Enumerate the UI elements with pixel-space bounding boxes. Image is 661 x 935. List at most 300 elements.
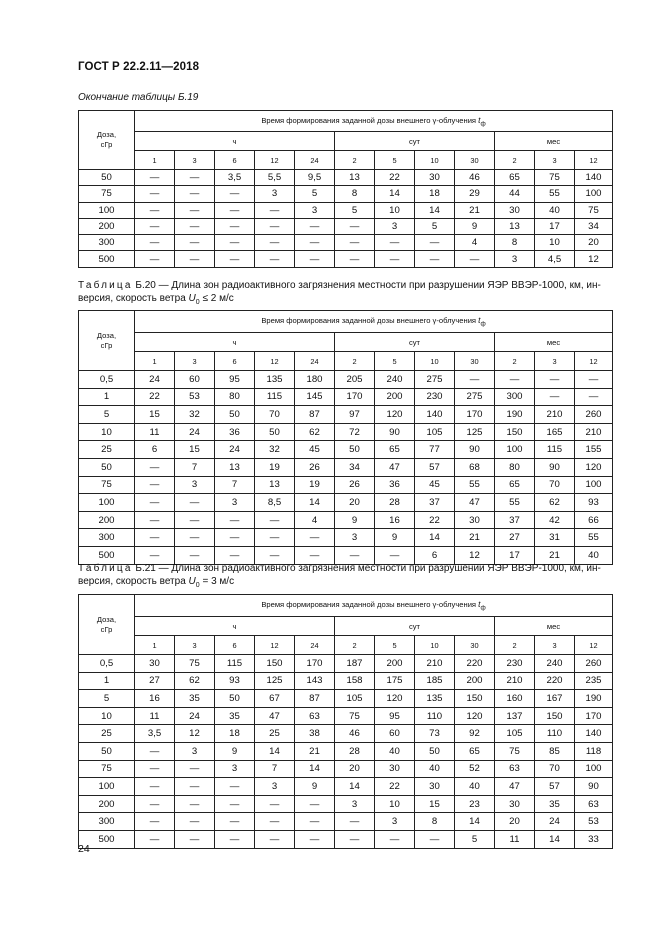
value-cell: 13	[255, 476, 295, 494]
value-cell: —	[175, 251, 215, 267]
value-cell: 210	[575, 423, 613, 441]
value-cell: 30	[495, 202, 535, 218]
time-column-header: 3	[535, 352, 575, 371]
value-cell: 15	[415, 795, 455, 813]
dose-cell: 50	[79, 458, 135, 476]
time-symbol: t	[478, 599, 481, 610]
value-cell: 9	[335, 511, 375, 529]
time-column-header: 6	[215, 151, 255, 170]
value-cell: 24	[135, 371, 175, 389]
value-cell: 26	[295, 458, 335, 476]
value-cell: —	[335, 235, 375, 251]
value-cell: 35	[175, 690, 215, 708]
value-cell: 12	[175, 725, 215, 743]
table-b20-caption-word: Таблица	[78, 280, 133, 291]
value-cell: 23	[455, 795, 495, 813]
time-column-header: 5	[375, 636, 415, 655]
table-row	[79, 742, 613, 760]
value-cell: 205	[335, 371, 375, 389]
value-cell: 18	[215, 725, 255, 743]
value-cell: 30	[375, 760, 415, 778]
time-group-header: сут	[335, 132, 495, 151]
value-cell: 137	[495, 707, 535, 725]
value-cell: 29	[455, 186, 495, 202]
value-cell: —	[135, 795, 175, 813]
value-cell: 35	[535, 795, 575, 813]
dose-cell: 25	[79, 441, 135, 459]
value-cell: 120	[375, 406, 415, 424]
dose-cell: 200	[79, 218, 135, 234]
value-cell: 90	[455, 441, 495, 459]
value-cell: 275	[415, 371, 455, 389]
table-b20-caption	[78, 279, 601, 309]
value-cell: 30	[415, 778, 455, 796]
time-column-header: 2	[495, 636, 535, 655]
time-symbol-sub: ф	[480, 320, 486, 328]
value-cell: —	[295, 813, 335, 831]
value-cell: 10	[375, 202, 415, 218]
value-cell: —	[215, 251, 255, 267]
value-cell: 31	[535, 529, 575, 547]
value-cell: —	[175, 795, 215, 813]
value-cell: 62	[535, 494, 575, 512]
value-cell: 145	[295, 388, 335, 406]
value-cell: 65	[375, 441, 415, 459]
dose-cell: 500	[79, 830, 135, 848]
table-b19	[78, 110, 613, 268]
value-cell: —	[295, 830, 335, 848]
table-b20-caption-line2: версия, скорость ветра	[78, 293, 189, 304]
value-cell: 13	[495, 218, 535, 234]
value-cell: 140	[575, 725, 613, 743]
time-group-header: сут	[335, 333, 495, 352]
value-cell: 44	[495, 186, 535, 202]
value-cell: 150	[535, 707, 575, 725]
time-column-header: 30	[455, 151, 495, 170]
time-title-text: Время формирования заданной дозы внешнего γ-облучения	[261, 115, 477, 125]
value-cell: —	[135, 218, 175, 234]
value-cell: 30	[455, 511, 495, 529]
value-cell: 3	[215, 760, 255, 778]
time-column-header: 5	[375, 352, 415, 371]
table-b21	[78, 594, 613, 849]
table-row	[79, 406, 613, 424]
table-b21-caption-post: = 3 м/с	[199, 576, 235, 587]
value-cell: 45	[295, 441, 335, 459]
value-cell: 95	[215, 371, 255, 389]
value-cell: 4,5	[535, 251, 575, 267]
value-cell: 34	[335, 458, 375, 476]
value-cell: 11	[495, 830, 535, 848]
value-cell: 5	[415, 218, 455, 234]
value-cell: 125	[455, 423, 495, 441]
value-cell: —	[335, 218, 375, 234]
value-cell: —	[135, 186, 175, 202]
value-cell: 24	[215, 441, 255, 459]
table-row	[79, 778, 613, 796]
value-cell: —	[215, 218, 255, 234]
value-cell: 65	[495, 476, 535, 494]
table-row	[79, 760, 613, 778]
time-column-header: 3	[175, 151, 215, 170]
value-cell: —	[575, 371, 613, 389]
value-cell: 14	[455, 813, 495, 831]
value-cell: 32	[255, 441, 295, 459]
value-cell: —	[455, 251, 495, 267]
value-cell: 32	[175, 406, 215, 424]
value-cell: 135	[415, 690, 455, 708]
value-cell: 38	[295, 725, 335, 743]
table-b20-caption-text: Б.20 — Длина зон радиоактивного загрязнения местности при разрушении ЯЭР ВВЭР-1000, км, ин-	[135, 280, 601, 291]
value-cell: 93	[575, 494, 613, 512]
value-cell: 115	[535, 441, 575, 459]
value-cell: —	[135, 830, 175, 848]
value-cell: 115	[215, 655, 255, 673]
value-cell: 21	[535, 546, 575, 564]
value-cell: 50	[255, 423, 295, 441]
value-cell: —	[215, 813, 255, 831]
table-b20	[78, 310, 613, 565]
time-title-header	[135, 595, 613, 617]
value-cell: —	[135, 170, 175, 186]
time-column-header: 3	[535, 151, 575, 170]
value-cell: —	[135, 235, 175, 251]
value-cell: 37	[495, 511, 535, 529]
value-cell: —	[255, 235, 295, 251]
value-cell: 9	[295, 778, 335, 796]
value-cell: 24	[175, 707, 215, 725]
time-column-header: 24	[295, 151, 335, 170]
value-cell: —	[175, 529, 215, 547]
dose-cell: 500	[79, 251, 135, 267]
value-cell: —	[375, 251, 415, 267]
value-cell: 19	[255, 458, 295, 476]
table-b21-caption-sub: 0	[195, 582, 200, 589]
dose-cell: 75	[79, 476, 135, 494]
value-cell: —	[255, 795, 295, 813]
dose-header: Доза, сГр	[79, 595, 135, 655]
value-cell: 25	[255, 725, 295, 743]
value-cell: 14	[535, 830, 575, 848]
value-cell: —	[135, 476, 175, 494]
value-cell: 165	[535, 423, 575, 441]
value-cell: 9,5	[295, 170, 335, 186]
value-cell: —	[335, 251, 375, 267]
table-row	[79, 218, 613, 234]
value-cell: 45	[415, 476, 455, 494]
value-cell: 200	[375, 655, 415, 673]
value-cell: 3	[335, 529, 375, 547]
value-cell: 12	[575, 251, 613, 267]
time-column-header: 30	[455, 636, 495, 655]
value-cell: —	[135, 458, 175, 476]
value-cell: 37	[415, 494, 455, 512]
value-cell: 185	[415, 672, 455, 690]
value-cell: —	[215, 186, 255, 202]
value-cell: 3	[215, 494, 255, 512]
value-cell: 60	[375, 725, 415, 743]
value-cell: 36	[215, 423, 255, 441]
value-cell: —	[175, 186, 215, 202]
time-column-header: 2	[495, 352, 535, 371]
value-cell: 5,5	[255, 170, 295, 186]
time-group-header: ч	[135, 333, 335, 352]
table-row	[79, 830, 613, 848]
value-cell: 167	[535, 690, 575, 708]
value-cell: 135	[255, 371, 295, 389]
value-cell: 210	[535, 406, 575, 424]
value-cell: 150	[255, 655, 295, 673]
value-cell: 15	[175, 441, 215, 459]
value-cell: 14	[375, 186, 415, 202]
time-group-header: мес	[495, 617, 613, 636]
value-cell: —	[135, 511, 175, 529]
value-cell: 14	[415, 202, 455, 218]
time-column-header: 12	[255, 151, 295, 170]
value-cell: 75	[575, 202, 613, 218]
value-cell: 22	[135, 388, 175, 406]
table-row	[79, 476, 613, 494]
time-group-header: ч	[135, 132, 335, 151]
value-cell: 11	[135, 423, 175, 441]
value-cell: 65	[495, 170, 535, 186]
value-cell: 57	[415, 458, 455, 476]
value-cell: 75	[335, 707, 375, 725]
value-cell: 22	[415, 511, 455, 529]
value-cell: —	[255, 218, 295, 234]
time-column-header: 6	[215, 352, 255, 371]
value-cell: —	[175, 830, 215, 848]
table-row	[79, 251, 613, 267]
value-cell: 3	[495, 251, 535, 267]
value-cell: 190	[575, 690, 613, 708]
dose-cell: 1	[79, 388, 135, 406]
table-row	[79, 529, 613, 547]
table-row	[79, 511, 613, 529]
value-cell: 22	[375, 778, 415, 796]
time-symbol: t	[478, 114, 481, 125]
value-cell: 20	[575, 235, 613, 251]
value-cell: 97	[335, 406, 375, 424]
table-row	[79, 170, 613, 186]
value-cell: 155	[575, 441, 613, 459]
time-group-header: сут	[335, 617, 495, 636]
value-cell: —	[215, 795, 255, 813]
table-b21-caption-word: Таблица	[78, 563, 133, 574]
time-symbol: t	[478, 315, 481, 326]
table-b21-caption-text: Б.21 — Длина зон радиоактивного загрязнения местности при разрушении ЯЭР ВВЭР-1000, км, ин-	[135, 563, 601, 574]
value-cell: —	[215, 235, 255, 251]
value-cell: 28	[375, 494, 415, 512]
value-cell: —	[375, 546, 415, 564]
value-cell: —	[335, 830, 375, 848]
value-cell: 16	[135, 690, 175, 708]
value-cell: 21	[455, 529, 495, 547]
time-column-header: 2	[335, 352, 375, 371]
value-cell: 100	[575, 760, 613, 778]
value-cell: —	[295, 546, 335, 564]
value-cell: 63	[495, 760, 535, 778]
value-cell: 8	[495, 235, 535, 251]
value-cell: 100	[575, 476, 613, 494]
value-cell: 210	[495, 672, 535, 690]
value-cell: 4	[295, 511, 335, 529]
value-cell: 55	[535, 186, 575, 202]
value-cell: 53	[575, 813, 613, 831]
value-cell: 20	[335, 760, 375, 778]
value-cell: 75	[175, 655, 215, 673]
value-cell: 40	[535, 202, 575, 218]
time-column-header: 12	[575, 352, 613, 371]
value-cell: 200	[455, 672, 495, 690]
value-cell: 33	[575, 830, 613, 848]
table-b21-caption	[78, 562, 601, 592]
value-cell: 24	[175, 423, 215, 441]
value-cell: —	[375, 830, 415, 848]
value-cell: 4	[455, 235, 495, 251]
value-cell: 9	[215, 742, 255, 760]
value-cell: 14	[415, 529, 455, 547]
value-cell: 230	[415, 388, 455, 406]
value-cell: 62	[175, 672, 215, 690]
dose-cell: 5	[79, 406, 135, 424]
value-cell: 8,5	[255, 494, 295, 512]
value-cell: 3	[255, 778, 295, 796]
value-cell: —	[175, 760, 215, 778]
dose-cell: 5	[79, 690, 135, 708]
dose-cell: 50	[79, 170, 135, 186]
time-column-header: 12	[255, 636, 295, 655]
value-cell: 68	[455, 458, 495, 476]
value-cell: 30	[495, 795, 535, 813]
dose-cell: 50	[79, 742, 135, 760]
value-cell: 140	[575, 170, 613, 186]
value-cell: 190	[495, 406, 535, 424]
value-cell: 7	[215, 476, 255, 494]
value-cell: 14	[335, 778, 375, 796]
value-cell: —	[135, 546, 175, 564]
time-group-header: мес	[495, 333, 613, 352]
value-cell: 55	[455, 476, 495, 494]
time-column-header: 10	[415, 352, 455, 371]
time-column-header: 3	[175, 636, 215, 655]
value-cell: 80	[495, 458, 535, 476]
value-cell: 63	[295, 707, 335, 725]
table-row	[79, 423, 613, 441]
time-column-header: 2	[495, 151, 535, 170]
time-column-header: 3	[535, 636, 575, 655]
time-title-header	[135, 111, 613, 132]
value-cell: —	[215, 778, 255, 796]
value-cell: 24	[535, 813, 575, 831]
dose-cell: 200	[79, 511, 135, 529]
value-cell: —	[295, 795, 335, 813]
value-cell: 9	[455, 218, 495, 234]
value-cell: —	[135, 760, 175, 778]
value-cell: 65	[455, 742, 495, 760]
value-cell: 118	[575, 742, 613, 760]
value-cell: 47	[495, 778, 535, 796]
value-cell: 73	[415, 725, 455, 743]
value-cell: 72	[335, 423, 375, 441]
value-cell: 170	[295, 655, 335, 673]
value-cell: 120	[575, 458, 613, 476]
value-cell: 80	[215, 388, 255, 406]
value-cell: 22	[375, 170, 415, 186]
dose-cell: 200	[79, 795, 135, 813]
value-cell: 19	[295, 476, 335, 494]
value-cell: —	[135, 778, 175, 796]
value-cell: 12	[455, 546, 495, 564]
value-cell: 47	[375, 458, 415, 476]
table-b20-caption-sub: 0	[195, 299, 200, 306]
value-cell: —	[495, 371, 535, 389]
value-cell: —	[255, 830, 295, 848]
value-cell: 17	[495, 546, 535, 564]
dose-header: Доза, сГр	[79, 111, 135, 170]
value-cell: 275	[455, 388, 495, 406]
value-cell: 8	[415, 813, 455, 831]
dose-cell: 300	[79, 235, 135, 251]
value-cell: 55	[495, 494, 535, 512]
page-number: 24	[78, 843, 90, 855]
value-cell: —	[295, 251, 335, 267]
table-row	[79, 690, 613, 708]
value-cell: 40	[575, 546, 613, 564]
value-cell: 50	[335, 441, 375, 459]
value-cell: —	[175, 235, 215, 251]
value-cell: —	[255, 529, 295, 547]
value-cell: 30	[135, 655, 175, 673]
dose-cell: 10	[79, 423, 135, 441]
value-cell: —	[375, 235, 415, 251]
value-cell: —	[215, 830, 255, 848]
value-cell: —	[135, 813, 175, 831]
table-row	[79, 813, 613, 831]
value-cell: 220	[535, 672, 575, 690]
value-cell: 3	[335, 795, 375, 813]
value-cell: 240	[375, 371, 415, 389]
dose-cell: 75	[79, 186, 135, 202]
value-cell: 90	[535, 458, 575, 476]
value-cell: 42	[535, 511, 575, 529]
table-row	[79, 725, 613, 743]
time-group-header: ч	[135, 617, 335, 636]
value-cell: —	[415, 251, 455, 267]
value-cell: —	[255, 546, 295, 564]
value-cell: 260	[575, 406, 613, 424]
table-row	[79, 795, 613, 813]
value-cell: 115	[255, 388, 295, 406]
dose-cell: 0,5	[79, 655, 135, 673]
dose-cell: 75	[79, 760, 135, 778]
value-cell: 17	[535, 218, 575, 234]
value-cell: 75	[535, 170, 575, 186]
value-cell: 105	[495, 725, 535, 743]
value-cell: 6	[415, 546, 455, 564]
value-cell: 40	[375, 742, 415, 760]
value-cell: 100	[495, 441, 535, 459]
value-cell: 70	[535, 760, 575, 778]
value-cell: 35	[215, 707, 255, 725]
value-cell: 14	[295, 760, 335, 778]
value-cell: 105	[415, 423, 455, 441]
value-cell: 21	[455, 202, 495, 218]
value-cell: 3,5	[215, 170, 255, 186]
value-cell: —	[135, 202, 175, 218]
value-cell: 55	[575, 529, 613, 547]
dose-cell: 0,5	[79, 371, 135, 389]
